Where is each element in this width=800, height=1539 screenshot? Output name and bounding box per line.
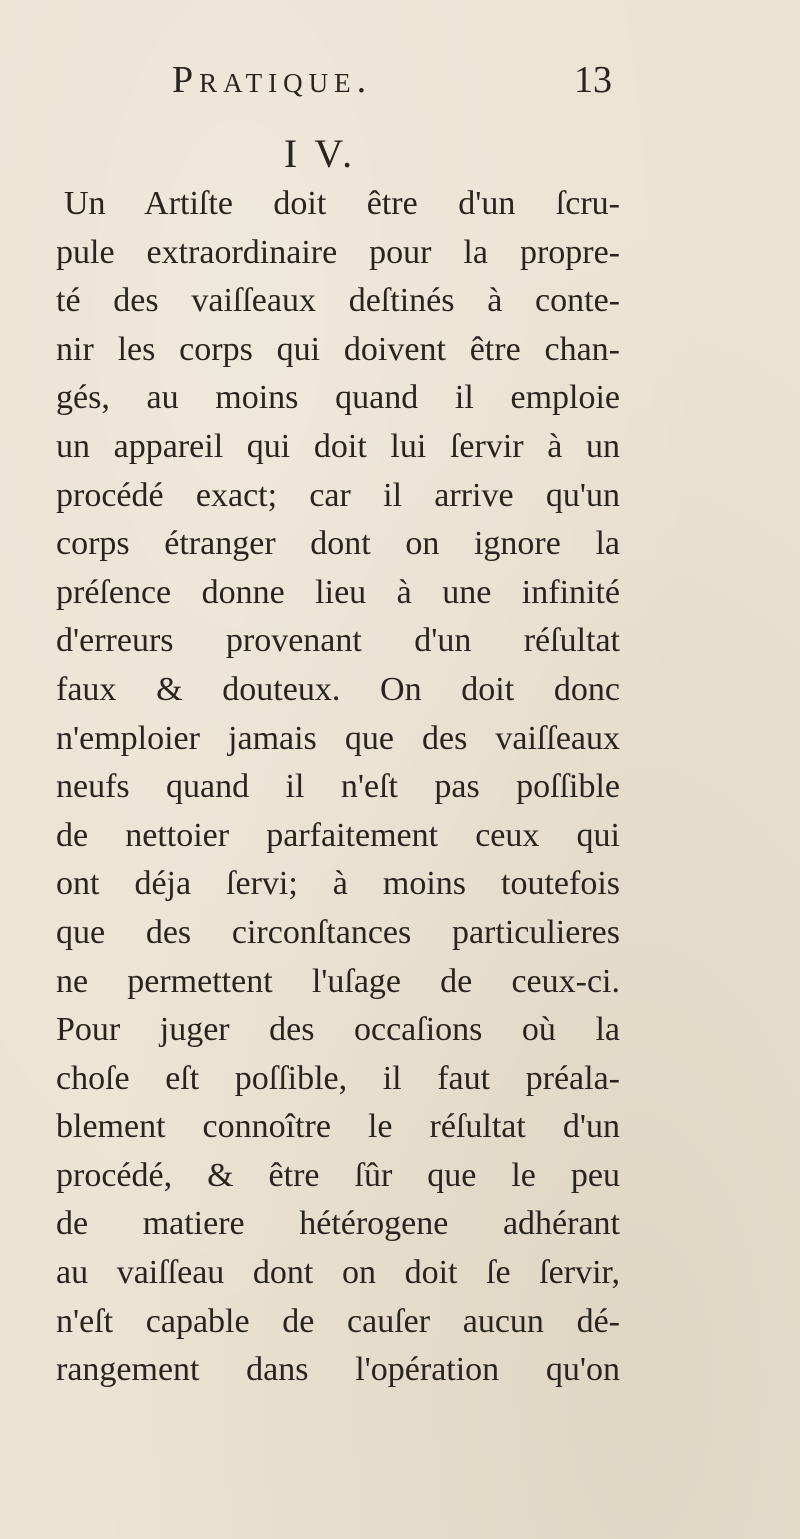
text-line: de matiere hétérogene adhérant	[56, 1205, 620, 1243]
text-line: procédé exact; car il arrive qu'un	[56, 476, 620, 514]
text-line: procédé, & être ſûr que le peu	[56, 1156, 620, 1194]
text-line: corps étranger dont on ignore la	[56, 525, 620, 563]
text-line: de nettoier parfaitement ceux qui	[56, 816, 620, 854]
text-line: au vaiſſeau dont on doit ſe ſervir,	[56, 1254, 620, 1292]
running-head	[172, 58, 612, 108]
body-paragraph	[56, 180, 620, 1395]
text-line: n'eſt capable de cauſer aucun dé-	[56, 1302, 620, 1340]
text-line: Un Artiſte doit être d'un ſcru-	[64, 185, 620, 222]
text-line: d'erreurs provenant d'un réſultat	[56, 622, 620, 660]
text-line: choſe eſt poſſible, il faut préala-	[56, 1059, 620, 1097]
text-line: Pour juger des occaſions où la	[56, 1011, 620, 1049]
text-line: préſence donne lieu à une infinité	[56, 573, 620, 611]
text-line: gés, au moins quand il emploie	[56, 379, 620, 417]
text-line: pule extraordinaire pour la propre-	[56, 233, 620, 271]
text-line: nir les corps qui doivent être chan-	[56, 330, 620, 368]
text-line: neufs quand il n'eſt pas poſſible	[56, 768, 620, 806]
text-line: té des vaiſſeaux deſtinés à conte-	[56, 282, 620, 320]
text-line: ne permettent l'uſage de ceux-ci.	[56, 962, 620, 1000]
section-number: I V.	[283, 131, 357, 176]
running-title: Pratique.	[172, 59, 373, 101]
text-line: un appareil qui doit lui ſervir à un	[56, 427, 620, 465]
page-number: 13	[574, 59, 612, 101]
text-line: faux & douteux. On doit donc	[56, 670, 620, 708]
text-line: n'emploier jamais que des vaiſſeaux	[56, 719, 620, 757]
text-line: que des circonſtances particulieres	[56, 913, 620, 951]
text-line: blement connoître le réſultat d'un	[56, 1108, 620, 1146]
text-line: rangement dans l'opération qu'on	[56, 1351, 620, 1389]
text-line: ont déja ſervi; à moins toutefois	[56, 865, 620, 903]
